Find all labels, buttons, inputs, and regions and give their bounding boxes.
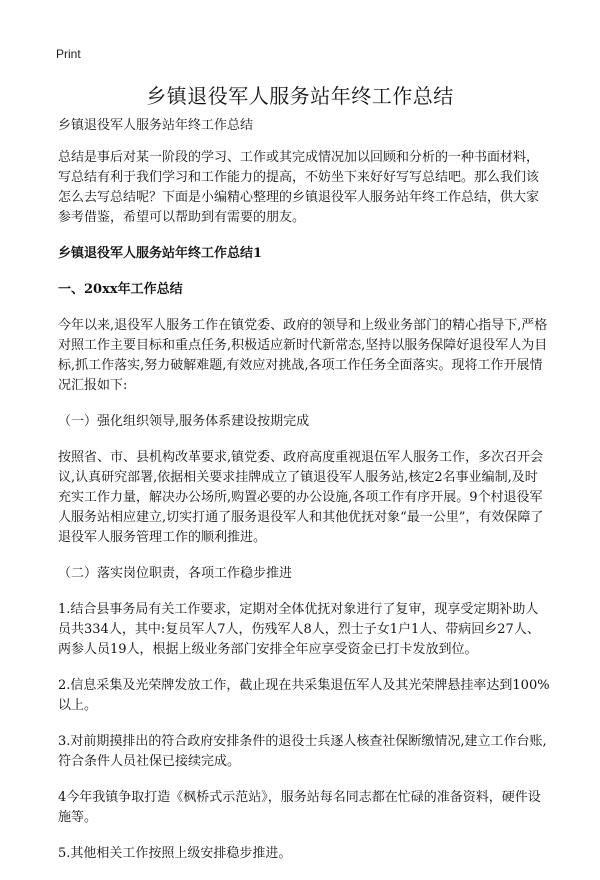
list-item-3: 3.对前期摸排出的符合政府安排条件的退役士兵逐人核查社保断缴情况,建立工作台账,符合条件人员社保已接续完成。: [58, 734, 547, 769]
list-item-1: 1.结合县事务局有关工作要求，定期对全体优抚对象进行了复审，现享受定期补助人员共334人，其中:复员军人7人，伤残军人8人，烈士子女1户1人、带病回乡27人、两参人员19人，根据上级业务部门安排全年应享受资金已打卡发放到位。: [58, 602, 540, 657]
list-item-5: 5.其他相关工作按照上级安排稳步推进。: [58, 846, 292, 861]
article-subtitle: 乡镇退役军人服务站年终工作总结: [58, 118, 254, 133]
section-1-body: 今年以来,退役军人服务工作在镇党委、政府的领导和上级业务部门的精心指导下,严格对照工作主要目标和重点任务,积极适应新时代新常态,坚持以服务保障好退役军人为目标,抓工作落实,努力破解难题,有效应对挑战,各项工作任务全面落实。现将工作开展情况汇报如下:: [58, 318, 548, 393]
section-1-title: 一、20xx年工作总结: [58, 282, 183, 297]
part-title: 乡镇退役军人服务站年终工作总结1: [58, 246, 263, 261]
print-link[interactable]: Print: [56, 47, 81, 61]
subsection-1-title: （一）强化组织领导,服务体系建设按期完成: [58, 414, 310, 429]
list-item-4: 4今年我镇争取打造《枫桥式示范站》，服务站每名同志都在忙碌的准备资料，硬件设施等。: [58, 790, 541, 825]
page-title: 乡镇退役军人服务站年终工作总结: [146, 84, 454, 108]
subsection-2-title: （二）落实岗位职责，各项工作稳步推进: [58, 566, 293, 581]
list-item-2: 2.信息采集及光荣牌发放工作，截止现在共采集退伍军人及其光荣牌悬挂率达到100%以上。: [58, 678, 550, 713]
article-body: [58, 116, 550, 880]
intro-paragraph: 总结是事后对某一阶段的学习、工作或其完成情况加以回顾和分析的一种书面材料，写总结有利于我们学习和工作能力的提高，不妨坐下来好好写写总结吧。那么我们该怎么去写总结呢？下面是小编精心整理的乡镇退役军人服务站年终工作总结，供大家参考借鉴，希望可以帮助到有需要的朋友。: [58, 150, 540, 225]
subsection-1-body: 按照省、市、县机构改革要求,镇党委、政府高度重视退伍军人服务工作，多次召开会议,认真研究部署,依据相关要求挂牌成立了镇退役军人服务站,核定2名事业编制,及时充实工作力量，解决办公场所,购置必要的办公设施,各项工作有序开展。9个村退役军人服务站相应建立,切实打通了服务退役军人和其他优抚对象“最一公里”，有效保障了退役军人服务管理工作的顺利推进。: [58, 450, 544, 545]
